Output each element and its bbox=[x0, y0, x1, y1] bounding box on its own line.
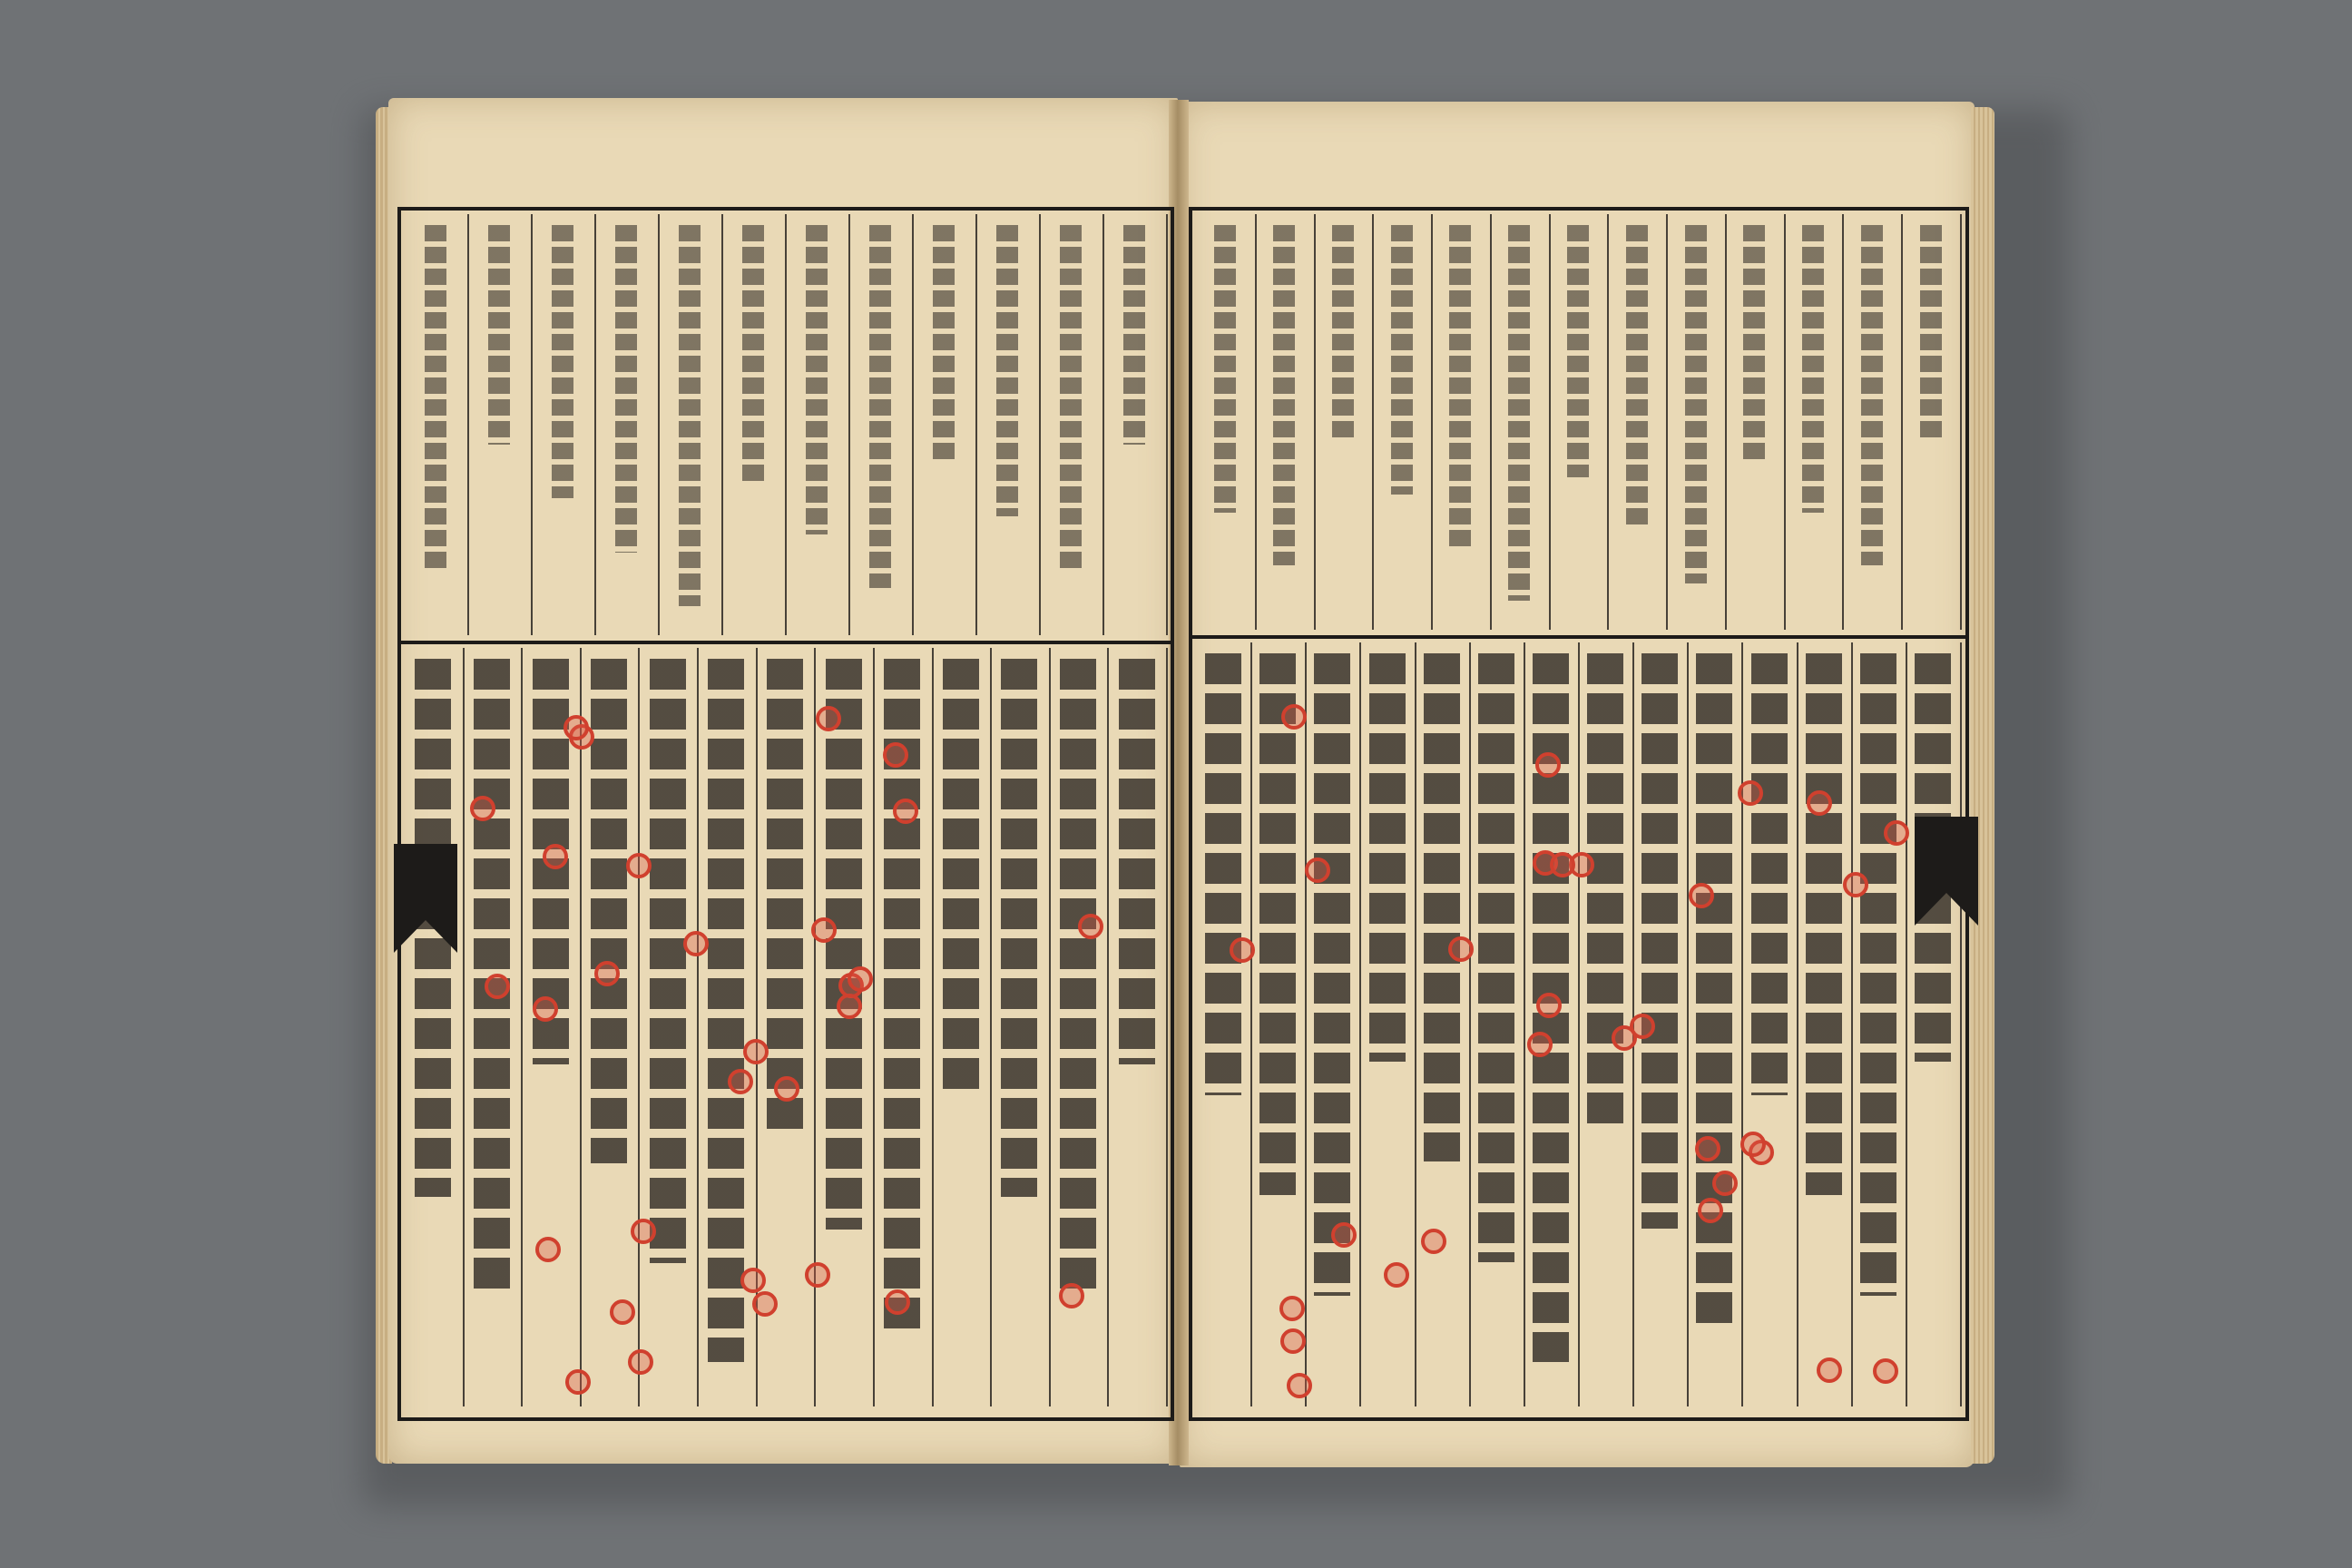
right-upper-column-rule bbox=[1960, 214, 1962, 630]
right-upper-text-column bbox=[1508, 225, 1530, 601]
right-upper-text-column bbox=[1567, 225, 1589, 477]
left-lower-column-rule bbox=[1166, 648, 1168, 1406]
left-upper-text-column bbox=[615, 225, 637, 553]
left-upper-column-rule bbox=[1039, 214, 1041, 635]
red-annotation-mark bbox=[565, 1369, 591, 1395]
right-lower-column-rule bbox=[1359, 642, 1361, 1406]
right-lower-text-column bbox=[1478, 653, 1514, 1262]
right-lower-text-column bbox=[1587, 653, 1623, 1129]
red-annotation-mark bbox=[816, 706, 841, 731]
red-annotation-mark bbox=[805, 1262, 830, 1288]
right-lower-column-rule bbox=[1741, 642, 1743, 1406]
red-annotation-mark bbox=[1421, 1229, 1446, 1254]
left-upper-text-column bbox=[1123, 225, 1145, 445]
red-annotation-mark bbox=[683, 931, 709, 956]
left-upper-column-rule bbox=[721, 214, 723, 635]
red-annotation-mark bbox=[1884, 820, 1909, 846]
right-lower-text-column bbox=[1806, 653, 1842, 1195]
red-annotation-mark bbox=[594, 961, 620, 986]
left-upper-column-rule bbox=[975, 214, 977, 635]
red-annotation-mark bbox=[1535, 752, 1561, 778]
left-lower-column-rule bbox=[1049, 648, 1051, 1406]
red-annotation-mark bbox=[1738, 780, 1763, 806]
right-lower-column-rule bbox=[1578, 642, 1580, 1406]
red-annotation-mark bbox=[1078, 914, 1103, 939]
left-lower-column-rule bbox=[1107, 648, 1109, 1406]
left-lower-text-column bbox=[708, 659, 744, 1362]
right-lower-text-column bbox=[1642, 653, 1678, 1229]
left-upper-column-rule bbox=[1166, 214, 1168, 635]
left-upper-column-rule bbox=[848, 214, 850, 635]
red-annotation-mark bbox=[631, 1219, 656, 1244]
red-annotation-mark bbox=[1384, 1262, 1409, 1288]
left-lower-text-column bbox=[1001, 659, 1037, 1197]
left-upper-text-column bbox=[806, 225, 828, 534]
red-annotation-mark bbox=[1280, 1328, 1306, 1354]
left-lower-text-column bbox=[943, 659, 979, 1097]
right-lower-column-rule bbox=[1305, 642, 1307, 1406]
red-annotation-mark bbox=[1230, 937, 1255, 963]
red-annotation-mark bbox=[848, 966, 873, 992]
left-register-divider bbox=[397, 641, 1171, 644]
left-upper-column-rule bbox=[467, 214, 469, 635]
left-upper-column-rule bbox=[785, 214, 787, 635]
red-annotation-mark bbox=[752, 1291, 778, 1317]
left-lower-text-column bbox=[767, 659, 803, 1131]
red-annotation-mark bbox=[626, 853, 652, 878]
red-annotation-mark bbox=[628, 1349, 653, 1375]
red-annotation-mark bbox=[564, 715, 589, 740]
right-lower-column-rule bbox=[1906, 642, 1907, 1406]
left-upper-column-rule bbox=[594, 214, 596, 635]
red-annotation-mark bbox=[1695, 1136, 1720, 1161]
right-upper-text-column bbox=[1861, 225, 1883, 565]
red-annotation-mark bbox=[885, 1289, 910, 1315]
red-annotation-mark bbox=[1698, 1198, 1723, 1223]
right-lower-column-rule bbox=[1687, 642, 1689, 1406]
red-annotation-mark bbox=[1279, 1296, 1305, 1321]
right-upper-column-rule bbox=[1842, 214, 1844, 630]
red-annotation-mark bbox=[740, 1268, 766, 1293]
right-upper-text-column bbox=[1626, 225, 1648, 530]
right-lower-text-column bbox=[1314, 653, 1350, 1296]
left-lower-text-column bbox=[650, 659, 686, 1263]
left-lower-text-column bbox=[1060, 659, 1096, 1296]
right-lower-column-rule bbox=[1851, 642, 1853, 1406]
red-annotation-mark bbox=[837, 994, 862, 1019]
left-upper-text-column bbox=[425, 225, 446, 571]
right-upper-column-rule bbox=[1372, 214, 1374, 630]
left-upper-text-column bbox=[488, 225, 510, 445]
right-upper-column-rule bbox=[1666, 214, 1668, 630]
red-annotation-mark bbox=[1550, 852, 1575, 877]
right-lower-column-rule bbox=[1250, 642, 1252, 1406]
right-upper-column-rule bbox=[1255, 214, 1257, 630]
right-lower-text-column bbox=[1696, 653, 1732, 1328]
red-annotation-mark bbox=[743, 1039, 769, 1064]
right-upper-text-column bbox=[1449, 225, 1471, 548]
red-annotation-mark bbox=[1740, 1132, 1766, 1157]
left-lower-column-rule bbox=[697, 648, 699, 1406]
red-annotation-mark bbox=[811, 917, 837, 943]
right-upper-text-column bbox=[1332, 225, 1354, 442]
left-lower-column-rule bbox=[990, 648, 992, 1406]
red-annotation-mark bbox=[1630, 1014, 1655, 1039]
right-lower-column-rule bbox=[1415, 642, 1416, 1406]
right-lower-column-rule bbox=[1797, 642, 1798, 1406]
left-lower-column-rule bbox=[873, 648, 875, 1406]
left-upper-text-column bbox=[869, 225, 891, 588]
right-upper-column-rule bbox=[1490, 214, 1492, 630]
red-annotation-mark bbox=[1843, 872, 1868, 897]
red-annotation-mark bbox=[774, 1076, 799, 1102]
right-lower-text-column bbox=[1751, 653, 1788, 1095]
right-upper-column-rule bbox=[1549, 214, 1551, 630]
left-upper-text-column bbox=[552, 225, 573, 498]
left-lower-text-column bbox=[1119, 659, 1155, 1064]
left-lower-column-rule bbox=[814, 648, 816, 1406]
right-upper-text-column bbox=[1920, 225, 1942, 442]
red-annotation-mark bbox=[1281, 704, 1307, 730]
right-upper-column-rule bbox=[1901, 214, 1903, 630]
red-annotation-mark bbox=[1059, 1283, 1084, 1308]
right-upper-column-rule bbox=[1784, 214, 1786, 630]
right-upper-text-column bbox=[1214, 225, 1236, 513]
red-annotation-mark bbox=[470, 796, 495, 821]
left-lower-column-rule bbox=[463, 648, 465, 1406]
left-upper-text-column bbox=[933, 225, 955, 463]
red-annotation-mark bbox=[1689, 883, 1714, 908]
red-annotation-mark bbox=[1527, 1032, 1553, 1057]
red-annotation-mark bbox=[1873, 1358, 1898, 1384]
left-lower-text-column bbox=[826, 659, 862, 1230]
red-annotation-mark bbox=[485, 974, 510, 999]
right-lower-column-rule bbox=[1960, 642, 1962, 1406]
right-lower-text-column bbox=[1205, 653, 1241, 1095]
red-annotation-mark bbox=[1536, 993, 1562, 1018]
red-annotation-mark bbox=[610, 1299, 635, 1325]
red-annotation-mark bbox=[1817, 1357, 1842, 1383]
left-lower-column-rule bbox=[580, 648, 582, 1406]
right-lower-text-column bbox=[1860, 653, 1896, 1296]
red-annotation-mark bbox=[728, 1069, 753, 1094]
red-annotation-mark bbox=[1448, 936, 1474, 962]
red-annotation-mark bbox=[533, 996, 558, 1022]
red-annotation-mark bbox=[1712, 1171, 1738, 1196]
red-annotation-mark bbox=[1305, 858, 1330, 883]
right-lower-column-rule bbox=[1524, 642, 1525, 1406]
right-lower-text-column bbox=[1424, 653, 1460, 1161]
left-upper-text-column bbox=[996, 225, 1018, 516]
left-lower-column-rule bbox=[932, 648, 934, 1406]
left-upper-text-column bbox=[679, 225, 701, 606]
left-upper-text-column bbox=[1060, 225, 1082, 571]
left-upper-column-rule bbox=[658, 214, 660, 635]
left-upper-text-column bbox=[742, 225, 764, 481]
right-upper-text-column bbox=[1391, 225, 1413, 495]
red-annotation-mark bbox=[535, 1237, 561, 1262]
right-register-divider bbox=[1189, 635, 1965, 639]
red-annotation-mark bbox=[1331, 1222, 1357, 1248]
red-annotation-mark bbox=[1807, 790, 1832, 816]
red-annotation-mark bbox=[883, 742, 908, 768]
right-lower-text-column bbox=[1259, 653, 1296, 1195]
left-lower-text-column bbox=[591, 659, 627, 1163]
left-upper-column-rule bbox=[912, 214, 914, 635]
left-upper-column-rule bbox=[1102, 214, 1104, 635]
red-annotation-mark bbox=[543, 844, 568, 869]
right-upper-text-column bbox=[1802, 225, 1824, 513]
left-lower-column-rule bbox=[521, 648, 523, 1406]
page-edge-right bbox=[1971, 107, 1994, 1464]
right-upper-column-rule bbox=[1314, 214, 1316, 630]
right-lower-text-column bbox=[1369, 653, 1406, 1062]
right-upper-text-column bbox=[1743, 225, 1765, 459]
left-lower-column-rule bbox=[638, 648, 640, 1406]
right-upper-column-rule bbox=[1725, 214, 1727, 630]
right-lower-column-rule bbox=[1469, 642, 1471, 1406]
red-annotation-mark bbox=[893, 799, 918, 824]
right-upper-text-column bbox=[1273, 225, 1295, 565]
left-upper-column-rule bbox=[531, 214, 533, 635]
red-annotation-mark bbox=[1287, 1373, 1312, 1398]
right-upper-column-rule bbox=[1607, 214, 1609, 630]
right-upper-column-rule bbox=[1431, 214, 1433, 630]
right-upper-text-column bbox=[1685, 225, 1707, 583]
